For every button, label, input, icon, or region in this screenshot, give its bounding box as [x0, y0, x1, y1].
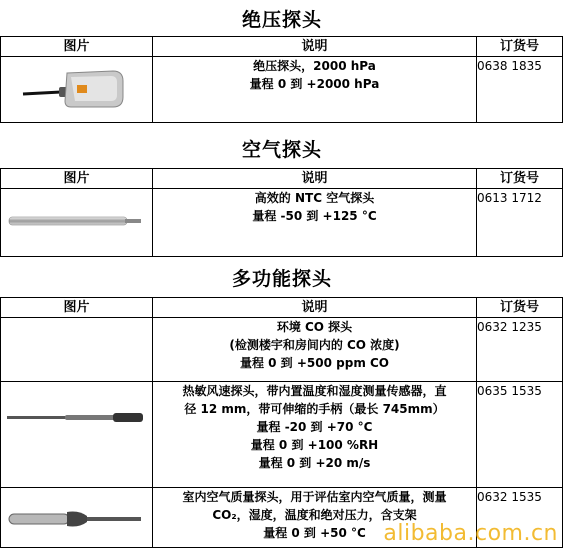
section-title-multifunction: 多功能探头 [231, 268, 332, 290]
order-number: 0635 1535 [477, 382, 563, 488]
table-row [1, 318, 563, 382]
section-title-air-probe: 空气探头 [241, 139, 322, 161]
header-order-number: 订货号 [477, 298, 563, 318]
header-description: 说明 [153, 298, 477, 318]
absolute-pressure-probe-icon [21, 67, 131, 111]
product-description: 室内空气质量探头，用于评估室内空气质量，测量 CO₂，湿度，温度和绝对压力，含支架 量程 0 到 +50 °C [153, 488, 477, 548]
table-header-row [1, 169, 563, 189]
order-number: 0638 1835 [477, 57, 563, 123]
header-description: 说明 [153, 169, 477, 189]
header-picture: 图片 [1, 298, 153, 318]
header-order-number: 订货号 [477, 37, 563, 57]
air-probe-table [0, 168, 563, 257]
product-image-cell [1, 189, 153, 257]
air-probe-icon [7, 211, 147, 231]
watermark: alibaba.com.cn [383, 521, 558, 546]
table-header-row [1, 37, 563, 57]
product-image-cell [1, 57, 153, 123]
multifunction-probe-table [0, 297, 563, 548]
table-row [1, 189, 563, 257]
header-picture: 图片 [1, 169, 153, 189]
table-row [1, 57, 563, 123]
order-number: 0632 1535 [477, 488, 563, 548]
thermal-anemometer-probe-icon [5, 410, 149, 426]
product-image-cell [1, 488, 153, 548]
product-description: 绝压探头，2000 hPa 量程 0 到 +2000 hPa [153, 57, 477, 123]
product-image-cell [1, 318, 153, 382]
iaq-probe-icon [5, 508, 149, 530]
product-image-cell [1, 382, 153, 488]
table-row [1, 382, 563, 488]
product-description: 环境 CO 探头 (检测楼宇和房间内的 CO 浓度) 量程 0 到 +500 ppm CO [153, 318, 477, 382]
section-title-absolute-pressure: 绝压探头 [241, 9, 322, 31]
absolute-pressure-table [0, 36, 563, 123]
table-header-row [1, 298, 563, 318]
order-number: 0632 1235 [477, 318, 563, 382]
product-description: 高效的 NTC 空气探头 量程 -50 到 +125 °C [153, 189, 477, 257]
header-order-number: 订货号 [477, 169, 563, 189]
header-description: 说明 [153, 37, 477, 57]
product-description: 热敏风速探头，带内置温度和湿度测量传感器，直 径 12 mm，带可伸缩的手柄（最长 745mm） 量程 -20 到 +70 °C 量程 0 到 +100 %RH 量程 0 到 +20 m/s [153, 382, 477, 488]
header-picture: 图片 [1, 37, 153, 57]
order-number: 0613 1712 [477, 189, 563, 257]
